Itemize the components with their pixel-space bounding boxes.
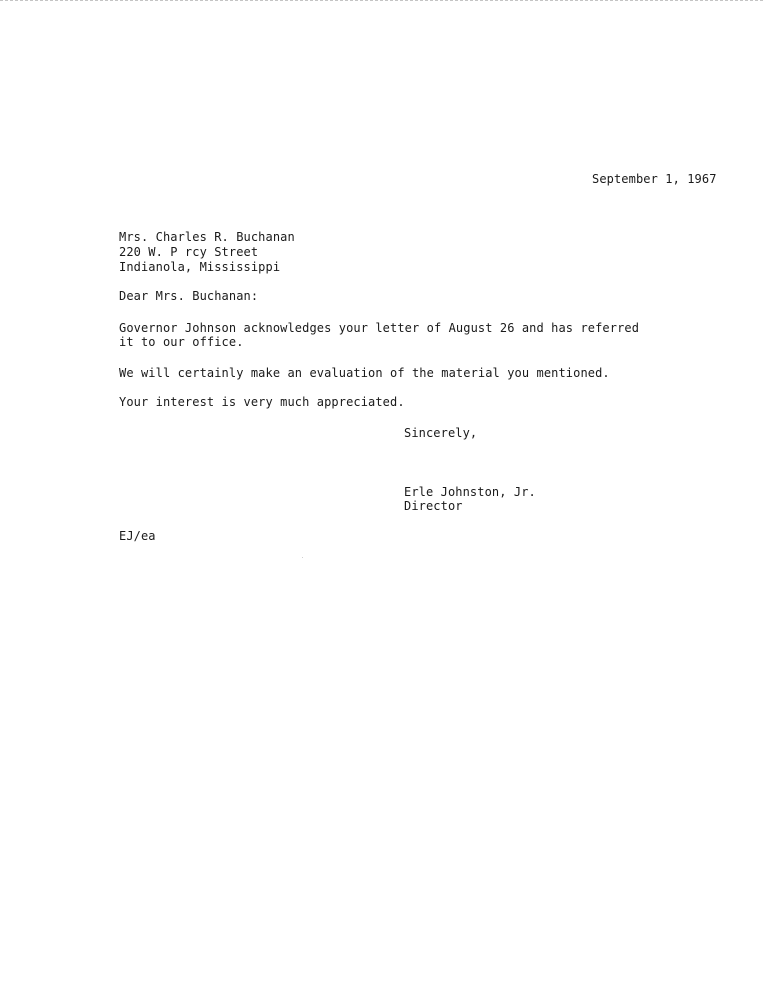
body-paragraph-1-line-1: Governor Johnson acknowledges your letter of August 26 and has referred [119, 321, 640, 335]
recipient-city: Indianola, Mississippi [119, 260, 281, 274]
signatory-title: Director [404, 499, 463, 513]
page-top-border [0, 0, 763, 1]
reference-initials: EJ/ea [119, 529, 156, 543]
body-paragraph-2: We will certainly make an evaluation of the material you mentioned. [119, 366, 610, 380]
body-paragraph-3: Your interest is very much appreciated. [119, 395, 405, 409]
recipient-name: Mrs. Charles R. Buchanan [119, 230, 295, 244]
closing: Sincerely, [404, 426, 478, 440]
salutation: Dear Mrs. Buchanan: [119, 289, 259, 303]
letter-date: September 1, 1967 [592, 172, 717, 186]
signatory-name: Erle Johnston, Jr. [404, 485, 536, 499]
body-paragraph-1-line-2: it to our office. [119, 335, 244, 349]
recipient-street: 220 W. P rcy Street [119, 245, 259, 259]
paper-speck [302, 557, 303, 558]
